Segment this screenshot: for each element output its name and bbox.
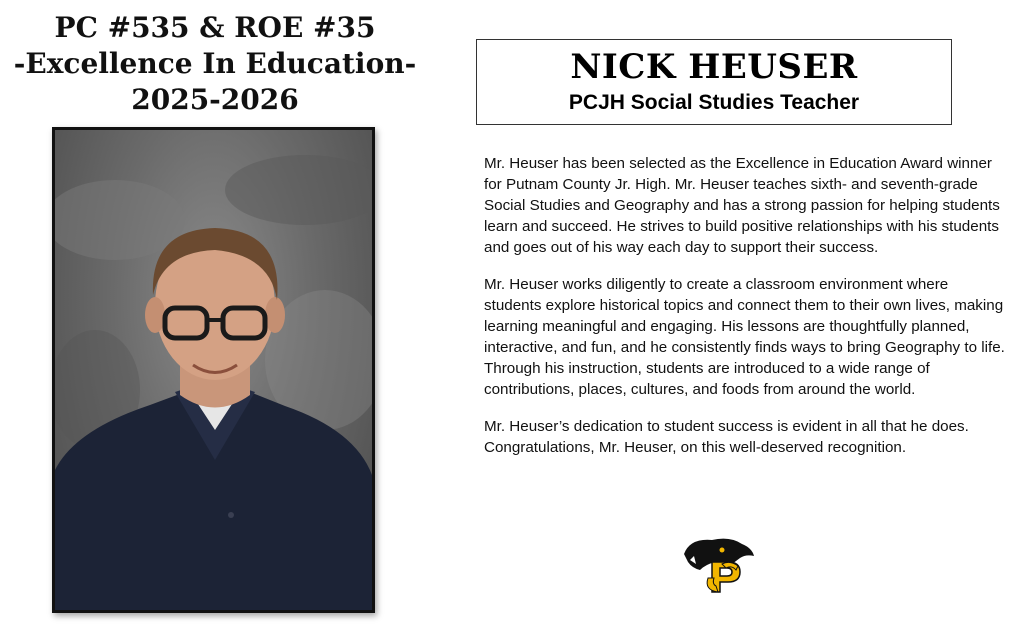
bio-paragraph-3: Mr. Heuser’s dedication to student success is evident in all that he does. Congratulations, Mr. Heuser, on this well-deserved recognition. bbox=[484, 418, 969, 456]
bio-paragraph-2: Mr. Heuser works diligently to create a classroom environment where students explore historical topics and connect them to their own lives, making learning meaningful and engaging. His lessons are thoughtfully planned, interactive, and fun, and he consistently finds ways to bring Geography to life. Through his instruction, students are introduced to a wide range of contributions, places, cultures, and foods from around the world. bbox=[484, 276, 1005, 398]
honoree-name: NICK HEUSER bbox=[570, 47, 858, 87]
bio-section bbox=[484, 153, 1009, 474]
header-line-2: -Excellence In Education- bbox=[13, 47, 417, 80]
header-line-3: 2025-2026 bbox=[131, 83, 299, 116]
honoree-name-box bbox=[476, 39, 952, 125]
event-header bbox=[0, 10, 430, 118]
bio-paragraph-1: Mr. Heuser has been selected as the Excellence in Education Award winner for Putnam County Jr. High. Mr. Heuser teaches sixth- and seventh-grade Social Studies and Geography and has a strong passion for helping students learn and succeed. He strives to build positive relationships with his students and goes out of his way each day to support their success. bbox=[484, 155, 1000, 256]
panther-pc-logo-icon bbox=[682, 534, 758, 596]
teacher-portrait bbox=[52, 127, 375, 613]
header-line-1: PC #535 & ROE #35 bbox=[54, 11, 376, 44]
honoree-title: PCJH Social Studies Teacher bbox=[568, 91, 860, 114]
portrait-illustration bbox=[55, 130, 372, 610]
